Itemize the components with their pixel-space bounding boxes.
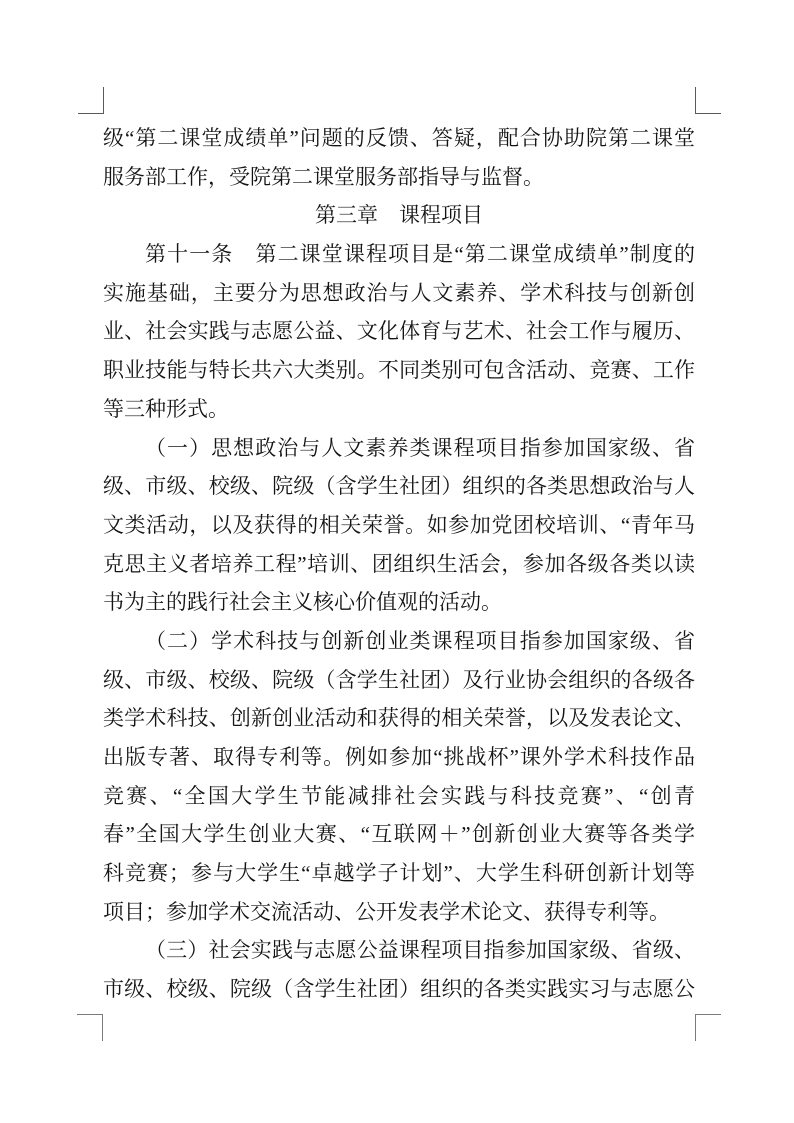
body-line: 服务部工作，受院第二课堂服务部指导与监督。 <box>103 164 544 189</box>
body-line: 第十一条 第二课堂课程项目是“第二课堂成绩单”制度的 <box>145 242 695 267</box>
text-block <box>103 119 695 1009</box>
body-line: 等三种形式。 <box>103 396 229 421</box>
crop-mark-top-left <box>78 87 104 114</box>
body-line: 市级、校级、院级（含学生社团）组织的各类实践实习与志愿公 <box>103 977 695 1002</box>
body-line: 类学术科技、创新创业活动和获得的相关荣誉，以及发表论文、 <box>103 706 695 731</box>
body-line: 级、市级、校级、院级（含学生社团）及行业协会组织的各级各 <box>103 667 695 692</box>
body-line: 科竞赛；参与大学生“卓越学子计划”、大学生科研创新计划等 <box>103 861 695 886</box>
chapter-heading: 第三章 课程项目 <box>315 203 483 228</box>
body-line: 文类活动，以及获得的相关荣誉。如参加党团校培训、“青年马 <box>103 512 695 537</box>
body-line: 书为主的践行社会主义核心价值观的活动。 <box>103 590 502 615</box>
body-line: 出版专著、取得专利等。例如参加“挑战杯”课外学术科技作品 <box>103 745 695 769</box>
crop-mark-bottom-left <box>77 1014 103 1041</box>
body-line: （二）学术科技与创新创业类课程项目指参加国家级、省 <box>145 628 695 653</box>
body-line: 竞赛、“全国大学生节能减排社会实践与科技竞赛”、“创青 <box>103 783 695 808</box>
crop-mark-bottom-right <box>695 1014 721 1041</box>
body-line: 级“第二课堂成绩单”问题的反馈、答疑，配合协助院第二课堂 <box>103 126 695 150</box>
body-line: 职业技能与特长共六大类别。不同类别可包含活动、竞赛、工作 <box>103 358 695 383</box>
body-line: 业、社会实践与志愿公益、文化体育与艺术、社会工作与履历、 <box>103 319 695 344</box>
body-line: 克思主义者培养工程”培训、团组织生活会，参加各级各类以读 <box>103 551 695 576</box>
body-line: 级、市级、校级、院级（含学生社团）组织的各类思想政治与人 <box>103 474 695 499</box>
body-line: （一）思想政治与人文素养类课程项目指参加国家级、省 <box>145 435 695 460</box>
body-line: （三）社会实践与志愿公益课程项目指参加国家级、省级、 <box>145 938 695 963</box>
body-line: 春”全国大学生创业大赛、“互联网＋”创新创业大赛等各类学 <box>103 822 695 847</box>
body-line: 实施基础，主要分为思想政治与人文素养、学术科技与创新创 <box>103 280 695 305</box>
crop-mark-top-right <box>695 87 721 114</box>
body-line: 项目；参加学术交流活动、公开发表学术论文、获得专利等。 <box>103 899 670 924</box>
